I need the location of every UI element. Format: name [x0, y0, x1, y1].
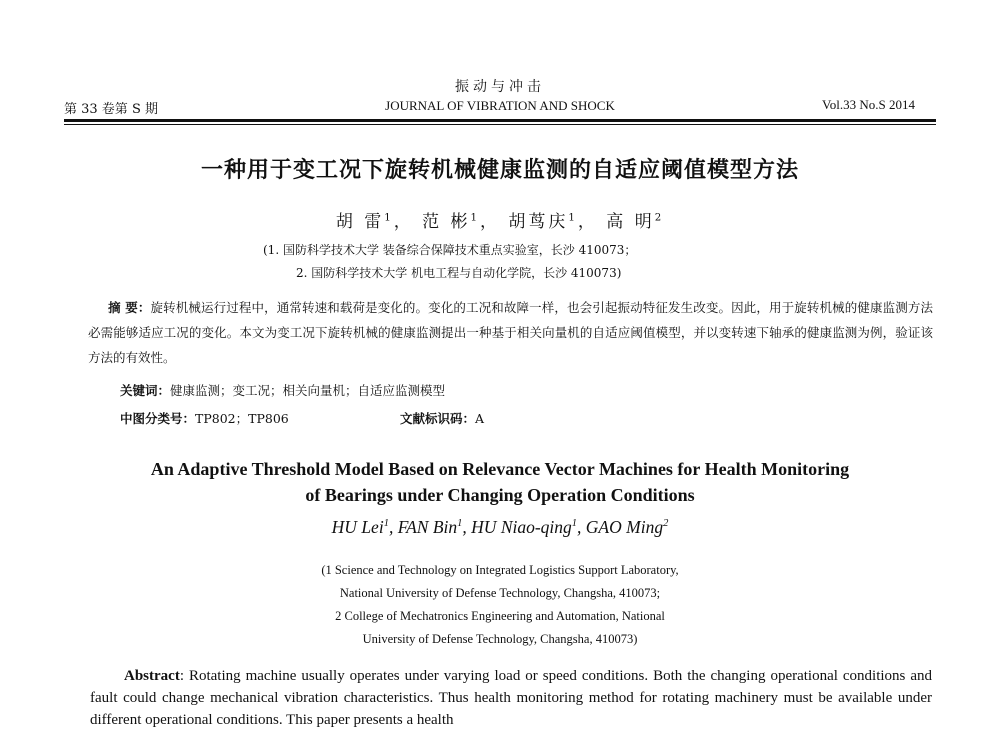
author-name: 范 彬 [422, 212, 471, 232]
author-name: 胡 雷 [335, 212, 385, 232]
paper-title-en-line: An Adaptive Threshold Model Based on Relevance Vector Machines for Health Monitoring [150, 459, 850, 479]
journal-name-en: JOURNAL OF VIBRATION AND SHOCK [385, 98, 615, 113]
affiliation-mark: 1 [457, 518, 463, 530]
abstract-label-cn: 摘 要： [108, 300, 151, 315]
volume-issue-en: Vol.33 No.S 2014 [822, 97, 915, 112]
affiliation-mark: 2 [663, 518, 669, 530]
affiliation-mark: 1 [383, 518, 389, 530]
affiliation-line-en: 2 College of Mechatronics Engineering and Automation, National [335, 609, 665, 623]
affiliation-mark: 1 [470, 212, 480, 224]
affiliation-mark: 2 [654, 212, 665, 224]
paper-title-en-line: of Bearings under Changing Operation Conditions [305, 485, 695, 505]
affiliation-line-en: University of Defense Technology, Changsha, 410073) [362, 632, 638, 646]
affiliation-line-cn: 2. 国防科学技术大学 机电工程与自动化学院，长沙 410073) [296, 266, 622, 280]
classification-value: TP802；TP806 [195, 411, 289, 426]
author-list-cn: 胡 雷$^1$， 范 彬$^1$， 胡茑庆$^1$， 高 明$^2$ [335, 212, 665, 232]
author-name: 胡茑庆 [508, 212, 569, 232]
author-list-en: HU Lei$^1$, FAN Bin$^1$, HU Niao-qing$^1$, GAO Ming$^2$ [331, 517, 669, 537]
keywords-label: 关键词： [120, 383, 171, 398]
affiliation-mark: 1 [571, 518, 578, 530]
affiliation-line-en: National University of Defense Technology, Changsha, 410073; [339, 586, 661, 600]
document-code-value: A [475, 411, 485, 426]
abstract-en [90, 665, 932, 731]
keywords-text: 健康监测；变工况；相关向量机；自适应监测模型 [170, 383, 446, 398]
author-name: GAO Ming [585, 517, 664, 537]
header-rule-thick [64, 119, 936, 122]
paper-title-cn: 一种用于变工况下旋转机械健康监测的自适应阈值模型方法 [200, 158, 799, 183]
keywords-cn [120, 381, 445, 399]
document-code [400, 409, 484, 427]
abstract-text-en: : Rotating machine usually operates under varying load or speed conditions. Both the changing operational conditions and fault could change mechanical vibration characteristics. Thus health monitoring method for rotating machinery must be available under different operational conditions. This paper presents a health [90, 668, 932, 728]
classification-number [120, 409, 289, 427]
document-code-label: 文献标识码： [400, 411, 476, 426]
author-name: 高 明 [606, 212, 655, 232]
author-name: HU Niao-qing [471, 517, 572, 537]
volume-issue-cn: 第 33 卷第 S 期 [64, 102, 158, 117]
abstract-text-cn: 旋转机械运行过程中，通常转速和载荷是变化的。变化的工况和故障一样，也会引起振动特征发生改变。因此，用于旋转机械的健康监测方法必需能够适应工况的变化。本文为变工况下旋转机械的健康监测提出一种基于相关向量机的自适应阈值模型，并以变转速下轴承的健康监测为例，验证该方法的有效性。 [88, 300, 933, 365]
author-name: FAN Bin [397, 517, 458, 537]
abstract-label-en: Abstract [124, 668, 180, 684]
classification-label: 中图分类号： [120, 411, 196, 426]
affiliation-line-cn: (1. 国防科学技术大学 装备综合保障技术重点实验室，长沙 410073； [263, 243, 637, 257]
affiliation-line-en: (1 Science and Technology on Integrated Logistics Support Laboratory, [321, 563, 679, 577]
author-name: HU Lei [331, 517, 384, 537]
journal-name-cn: 振动与冲击 [455, 79, 545, 95]
affiliation-mark: 1 [384, 212, 394, 224]
abstract-cn [88, 295, 933, 370]
header-rule-thin [64, 124, 936, 125]
paper-title-en [0, 456, 1000, 508]
affiliation-mark: 1 [568, 212, 578, 224]
